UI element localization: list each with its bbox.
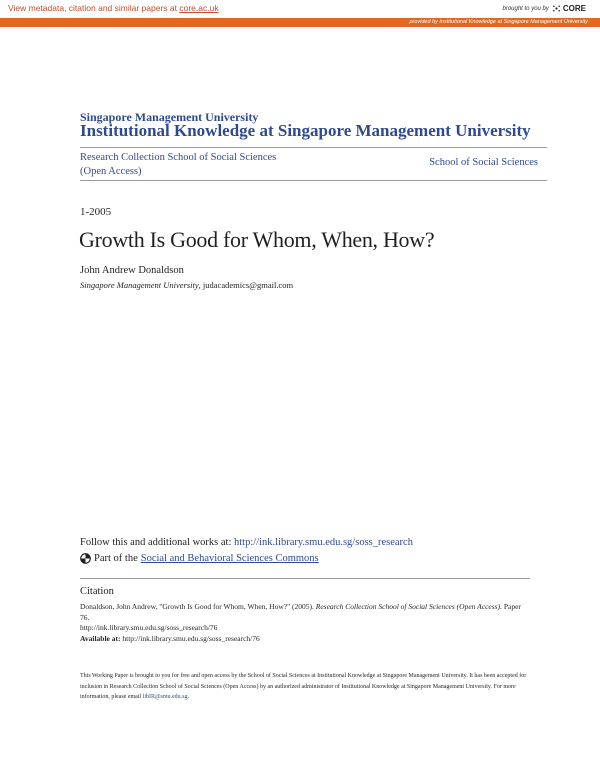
divider-bottom [80,180,547,181]
provider-bar [0,18,600,27]
core-metadata-text [8,3,219,13]
core-link[interactable]: core.ac.uk [179,3,219,13]
divider-citation [80,578,530,579]
citation-paper-number: Paper 76. [80,602,521,622]
repository-name[interactable]: Institutional Knowledge at Singapore Management University [80,121,531,140]
footer-email-link[interactable]: libIR@smu.edu.sg [142,694,188,700]
citation-text: Donaldson, John Andrew, "Growth Is Good for Whom, When, How?" (2005). [80,602,314,611]
core-brought-by[interactable] [503,4,587,13]
citation-url[interactable]: http://ink.library.smu.edu.sg/soss_research/76 [80,623,218,632]
footer-text: This Working Paper is brought to you for free and open access by the School of Social Sciences at Institutional Knowledge at Singapore Management University. It has been accepted for inclusion in Research Collection School of Social Sciences (Open Access) by an authorized administrator of Institutional Knowledge at Singapore Management University. For more information, please email [80,673,527,700]
paper-title: Growth Is Good for Whom, When, How? [79,227,435,252]
core-logo-icon [552,4,561,13]
core-metadata-label: View metadata, citation and similar papers at [8,3,177,13]
collection-line-2: (Open Access) [80,166,142,177]
collection-line-1: Research Collection School of Social Sciences [80,152,277,163]
part-of-label: Part of the [94,553,138,564]
citation-body [80,602,530,644]
core-brought-label: brought to you by [502,5,549,12]
author-name: John Andrew Donaldson [80,265,184,276]
available-url[interactable]: http://ink.library.smu.edu.sg/soss_research/76 [122,633,260,643]
author-email: , judacademics@gmail.com [198,280,294,290]
citation-heading: Citation [80,586,114,597]
commons-network-icon [80,553,91,564]
university-name[interactable]: Singapore Management University [80,110,259,124]
citation-collection: Research Collection School of Social Sciences (Open Access). [315,602,502,611]
footer-notice [80,671,530,703]
provider-text: provided by Institutional Knowledge at Singapore Management University [409,19,588,25]
follow-url-link[interactable]: http://ink.library.smu.edu.sg/soss_research [234,537,413,548]
footer-end: . [187,694,190,700]
core-logo-text: CORE [562,4,586,13]
commons-link[interactable]: Social and Behavioral Sciences Commons [140,553,319,564]
divider-top [80,147,547,148]
core-banner [0,0,600,18]
part-of-line [80,553,319,564]
publication-date: 1-2005 [80,206,112,218]
available-label: Available at: [80,633,121,643]
collection-link[interactable] [80,151,310,179]
school-link[interactable]: School of Social Sciences [429,157,538,168]
author-affiliation [80,280,293,290]
follow-label: Follow this and additional works at: [80,537,232,548]
follow-line [80,537,413,548]
core-logo[interactable] [552,4,586,13]
affiliation-name: Singapore Management University [80,280,199,290]
